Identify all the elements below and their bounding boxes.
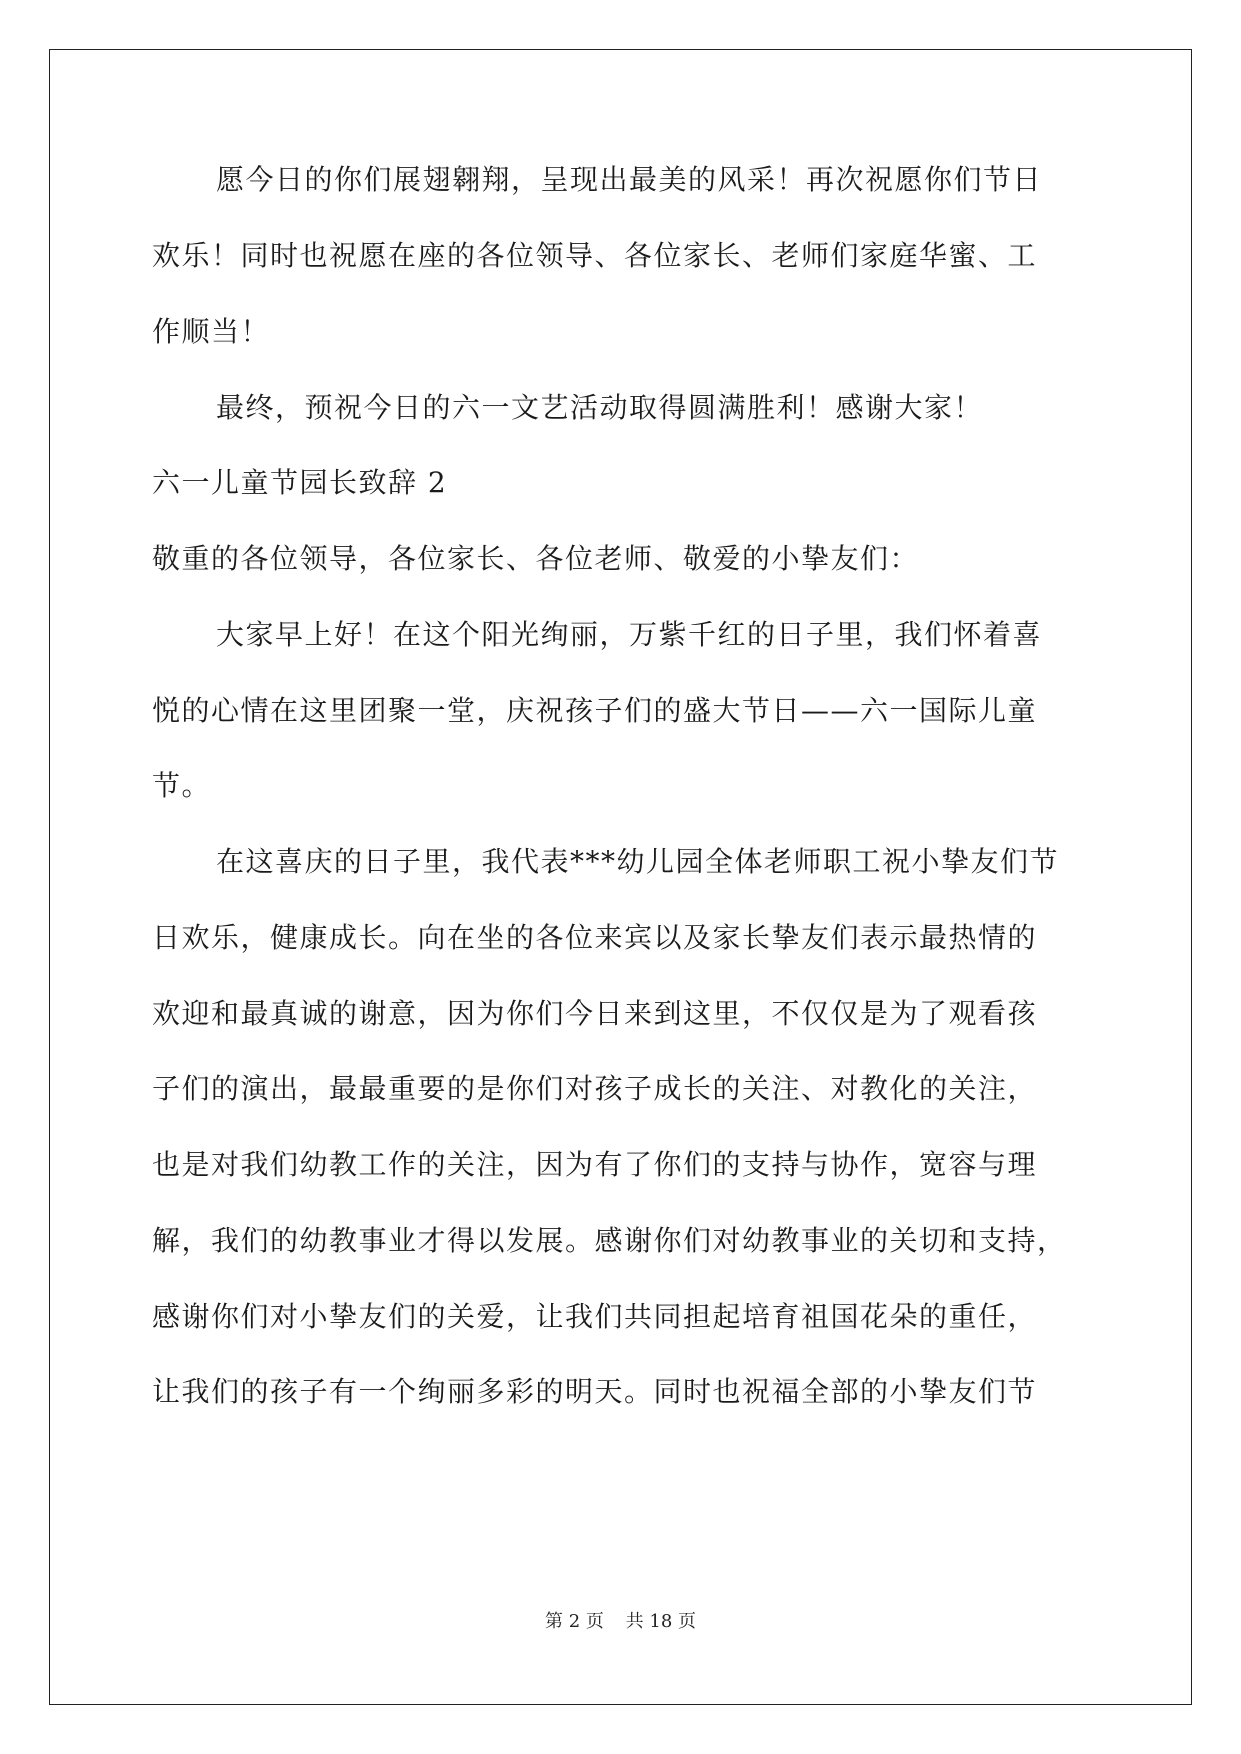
page-number: 第 2 页 — [545, 1611, 604, 1632]
paragraph-line: 节。 — [152, 769, 212, 802]
paragraph-line: 解，我们的幼教事业才得以发展。感谢你们对幼教事业的关切和支持， — [152, 1224, 1067, 1257]
paragraph-line: 悦的心情在这里团聚一堂，庆祝孩子们的盛大节日——六一国际儿童 — [152, 694, 1038, 727]
paragraph-line: 让我们的孩子有一个绚丽多彩的明天。同时也祝福全部的小挚友们节 — [152, 1375, 1038, 1408]
page-total: 共 18 页 — [625, 1611, 696, 1632]
paragraph-line: 最终，预祝今日的六一文艺活动取得圆满胜利！感谢大家！ — [216, 391, 984, 424]
paragraph-line: 欢乐！同时也祝愿在座的各位领导、各位家长、老师们家庭华蜜、工 — [152, 239, 1038, 272]
page-footer — [0, 1610, 1241, 1634]
paragraph-line: 也是对我们幼教工作的关注，因为有了你们的支持与协作，宽容与理 — [152, 1148, 1038, 1181]
paragraph-line: 感谢你们对小挚友们的关爱，让我们共同担起培育祖国花朵的重任， — [152, 1300, 1038, 1333]
paragraph-line: 大家早上好！在这个阳光绚丽，万紫千红的日子里，我们怀着喜 — [216, 618, 1043, 651]
paragraph-line: 愿今日的你们展翅翱翔，呈现出最美的风采！再次祝愿你们节日 — [216, 163, 1043, 196]
section-heading: 六一儿童节园长致辞 2 — [152, 466, 448, 499]
paragraph-line: 子们的演出，最最重要的是你们对孩子成长的关注、对教化的关注， — [152, 1072, 1038, 1105]
paragraph-line: 日欢乐，健康成长。向在坐的各位来宾以及家长挚友们表示最热情的 — [152, 921, 1038, 954]
salutation-line: 敬重的各位领导，各位家长、各位老师、敬爱的小挚友们： — [152, 542, 920, 575]
paragraph-line: 作顺当！ — [152, 315, 271, 348]
paragraph-line: 欢迎和最真诚的谢意，因为你们今日来到这里，不仅仅是为了观看孩 — [152, 997, 1038, 1030]
paragraph-line: 在这喜庆的日子里，我代表***幼儿园全体老师职工祝小挚友们节 — [216, 845, 1060, 878]
